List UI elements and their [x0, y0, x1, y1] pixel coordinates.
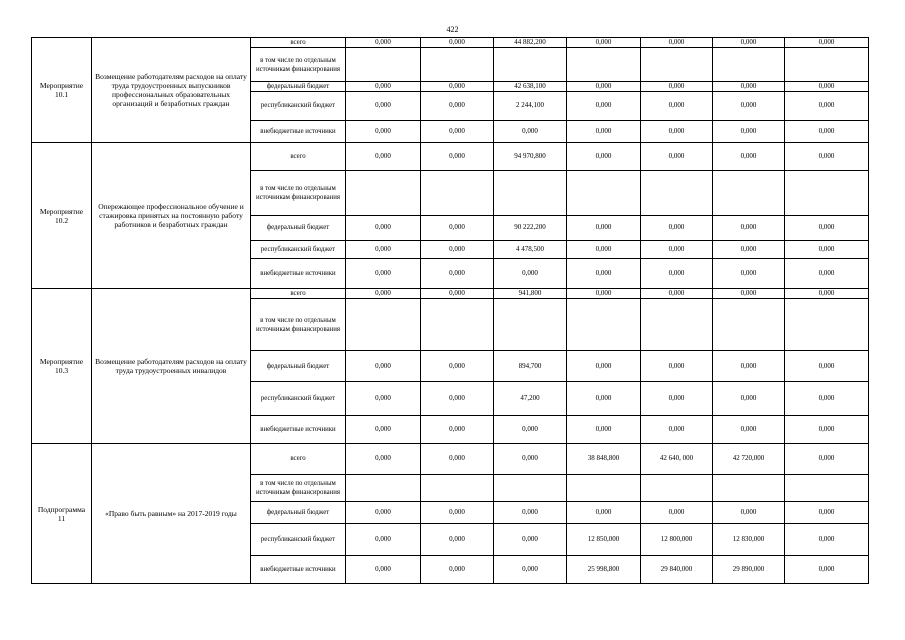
amount-cell	[494, 48, 567, 82]
amount-cell: 0,000	[567, 120, 641, 142]
amount-cell: 0,000	[713, 351, 785, 382]
program-description: Возмещение работодателям расходов на оплату труда трудоустроенных инвалидов	[92, 288, 251, 443]
amount-cell: 0,000	[567, 215, 641, 241]
amount-cell: 12 800,000	[641, 523, 713, 556]
amount-cell: 0,000	[421, 444, 494, 475]
amount-cell: 0,000	[421, 92, 494, 121]
amount-cell	[641, 170, 713, 215]
amount-cell: 0,000	[346, 215, 421, 241]
funding-source: внебюджетные источники	[251, 259, 346, 289]
funding-source: федеральный бюджет	[251, 351, 346, 382]
amount-cell: 0,000	[641, 502, 713, 523]
funding-source: федеральный бюджет	[251, 81, 346, 91]
amount-cell: 0,000	[713, 81, 785, 91]
amount-cell: 44 882,200	[494, 38, 567, 48]
funding-source: в том числе по отдельным источникам финансирования	[251, 299, 346, 351]
amount-cell: 0,000	[421, 143, 494, 171]
amount-cell: 0,000	[567, 38, 641, 48]
funding-source: внебюджетные источники	[251, 120, 346, 142]
funding-source: всего	[251, 38, 346, 48]
amount-cell	[494, 299, 567, 351]
amount-cell	[713, 299, 785, 351]
amount-cell: 0,000	[785, 444, 869, 475]
amount-cell: 0,000	[785, 288, 869, 298]
amount-cell: 94 970,800	[494, 143, 567, 171]
amount-cell: 0,000	[641, 415, 713, 444]
amount-cell	[785, 474, 869, 502]
amount-cell: 0,000	[785, 415, 869, 444]
amount-cell: 0,000	[785, 81, 869, 91]
table-row	[32, 143, 869, 171]
amount-cell: 0,000	[713, 38, 785, 48]
funding-source: республиканский бюджет	[251, 381, 346, 415]
amount-cell	[567, 170, 641, 215]
amount-cell: 0,000	[567, 81, 641, 91]
amount-cell: 0,000	[641, 143, 713, 171]
amount-cell: 0,000	[567, 241, 641, 259]
table-row	[32, 288, 869, 298]
amount-cell: 0,000	[421, 523, 494, 556]
amount-cell: 0,000	[713, 502, 785, 523]
amount-cell	[346, 474, 421, 502]
amount-cell: 0,000	[346, 351, 421, 382]
amount-cell: 38 848,800	[567, 444, 641, 475]
amount-cell: 0,000	[785, 502, 869, 523]
amount-cell	[641, 474, 713, 502]
amount-cell: 0,000	[785, 215, 869, 241]
amount-cell	[346, 170, 421, 215]
funding-source: всего	[251, 444, 346, 475]
amount-cell: 29 840,000	[641, 556, 713, 584]
amount-cell: 0,000	[713, 241, 785, 259]
funding-source: республиканский бюджет	[251, 92, 346, 121]
program-description: Опережающее профессиональное обучение и стажировка принятых на постоянную работу работников и безработных граждан	[92, 143, 251, 289]
amount-cell	[494, 474, 567, 502]
amount-cell	[785, 299, 869, 351]
amount-cell: 0,000	[713, 259, 785, 289]
amount-cell	[713, 170, 785, 215]
amount-cell: 0,000	[346, 444, 421, 475]
program-title: Подпрограмма 11	[32, 444, 92, 584]
amount-cell: 0,000	[346, 523, 421, 556]
amount-cell: 42 720,000	[713, 444, 785, 475]
amount-cell: 0,000	[494, 120, 567, 142]
amount-cell: 0,000	[494, 523, 567, 556]
amount-cell: 12 830,000	[713, 523, 785, 556]
amount-cell: 2 244,100	[494, 92, 567, 121]
amount-cell: 0,000	[785, 38, 869, 48]
amount-cell: 0,000	[421, 215, 494, 241]
program-description: Возмещение работодателям расходов на оплату труда трудоустроенных выпускников профессиональных образовательных организаций и безработных граждан	[92, 38, 251, 143]
amount-cell: 0,000	[346, 38, 421, 48]
amount-cell: 0,000	[421, 381, 494, 415]
amount-cell: 941,800	[494, 288, 567, 298]
amount-cell	[785, 48, 869, 82]
amount-cell: 25 998,800	[567, 556, 641, 584]
amount-cell: 0,000	[421, 120, 494, 142]
funding-source: всего	[251, 288, 346, 298]
amount-cell: 0,000	[785, 556, 869, 584]
amount-cell: 0,000	[641, 81, 713, 91]
funding-source: в том числе по отдельным источникам финансирования	[251, 48, 346, 82]
amount-cell: 0,000	[641, 120, 713, 142]
amount-cell: 0,000	[346, 92, 421, 121]
budget-table-body	[32, 38, 869, 584]
amount-cell: 0,000	[494, 502, 567, 523]
amount-cell: 0,000	[785, 351, 869, 382]
funding-source: федеральный бюджет	[251, 215, 346, 241]
amount-cell: 0,000	[421, 241, 494, 259]
amount-cell: 0,000	[785, 92, 869, 121]
amount-cell: 0,000	[713, 120, 785, 142]
amount-cell	[567, 299, 641, 351]
amount-cell: 0,000	[713, 415, 785, 444]
amount-cell	[494, 170, 567, 215]
amount-cell: 0,000	[567, 143, 641, 171]
amount-cell: 0,000	[567, 415, 641, 444]
amount-cell: 0,000	[346, 143, 421, 171]
amount-cell: 0,000	[641, 351, 713, 382]
page-number: 422	[446, 25, 459, 34]
amount-cell: 0,000	[346, 241, 421, 259]
amount-cell: 0,000	[785, 241, 869, 259]
table-row	[32, 38, 869, 48]
funding-source: республиканский бюджет	[251, 523, 346, 556]
amount-cell: 0,000	[567, 502, 641, 523]
amount-cell	[346, 48, 421, 82]
amount-cell	[421, 170, 494, 215]
funding-source: республиканский бюджет	[251, 241, 346, 259]
amount-cell	[641, 48, 713, 82]
amount-cell: 0,000	[421, 502, 494, 523]
amount-cell	[641, 299, 713, 351]
amount-cell: 29 890,000	[713, 556, 785, 584]
amount-cell: 0,000	[713, 143, 785, 171]
amount-cell: 47,200	[494, 381, 567, 415]
amount-cell: 0,000	[713, 215, 785, 241]
amount-cell: 0,000	[713, 381, 785, 415]
funding-source: в том числе по отдельным источникам финансирования	[251, 170, 346, 215]
amount-cell	[346, 299, 421, 351]
amount-cell: 0,000	[346, 288, 421, 298]
amount-cell	[713, 474, 785, 502]
funding-source: всего	[251, 143, 346, 171]
amount-cell: 0,000	[785, 259, 869, 289]
amount-cell: 0,000	[641, 215, 713, 241]
amount-cell: 4 478,500	[494, 241, 567, 259]
amount-cell: 0,000	[421, 288, 494, 298]
amount-cell	[567, 474, 641, 502]
amount-cell: 90 222,200	[494, 215, 567, 241]
amount-cell: 894,700	[494, 351, 567, 382]
amount-cell: 0,000	[421, 38, 494, 48]
amount-cell: 0,000	[641, 38, 713, 48]
amount-cell: 0,000	[641, 92, 713, 121]
amount-cell: 0,000	[494, 259, 567, 289]
budget-table	[31, 37, 869, 584]
amount-cell	[567, 48, 641, 82]
amount-cell	[421, 299, 494, 351]
amount-cell: 0,000	[346, 120, 421, 142]
program-title: Мероприятие 10.3	[32, 288, 92, 443]
amount-cell: 0,000	[713, 92, 785, 121]
amount-cell	[421, 474, 494, 502]
amount-cell: 0,000	[421, 351, 494, 382]
amount-cell: 0,000	[785, 143, 869, 171]
funding-source: в том числе по отдельным источникам финансирования	[251, 474, 346, 502]
amount-cell: 0,000	[346, 556, 421, 584]
amount-cell	[785, 170, 869, 215]
amount-cell: 0,000	[641, 288, 713, 298]
amount-cell: 0,000	[567, 288, 641, 298]
funding-source: внебюджетные источники	[251, 556, 346, 584]
amount-cell: 12 850,000	[567, 523, 641, 556]
amount-cell: 0,000	[567, 259, 641, 289]
program-description: «Право быть равным» на 2017-2019 годы	[92, 444, 251, 584]
amount-cell: 42 638,100	[494, 81, 567, 91]
amount-cell: 0,000	[713, 288, 785, 298]
amount-cell: 0,000	[641, 381, 713, 415]
amount-cell: 0,000	[421, 259, 494, 289]
amount-cell: 0,000	[567, 351, 641, 382]
amount-cell: 0,000	[494, 415, 567, 444]
amount-cell: 0,000	[421, 556, 494, 584]
amount-cell: 0,000	[346, 81, 421, 91]
amount-cell	[713, 48, 785, 82]
amount-cell: 0,000	[641, 241, 713, 259]
amount-cell: 0,000	[346, 502, 421, 523]
amount-cell: 0,000	[641, 259, 713, 289]
amount-cell: 0,000	[785, 120, 869, 142]
funding-source: федеральный бюджет	[251, 502, 346, 523]
amount-cell: 0,000	[785, 523, 869, 556]
funding-source: внебюджетные источники	[251, 415, 346, 444]
amount-cell: 0,000	[421, 81, 494, 91]
amount-cell: 0,000	[421, 415, 494, 444]
amount-cell: 42 640, 000	[641, 444, 713, 475]
amount-cell: 0,000	[785, 381, 869, 415]
amount-cell: 0,000	[567, 381, 641, 415]
table-row	[32, 444, 869, 475]
amount-cell: 0,000	[346, 381, 421, 415]
amount-cell: 0,000	[567, 92, 641, 121]
amount-cell: 0,000	[346, 259, 421, 289]
program-title: Мероприятие 10.1	[32, 38, 92, 143]
program-title: Мероприятие 10.2	[32, 143, 92, 289]
amount-cell: 0,000	[494, 556, 567, 584]
amount-cell: 0,000	[494, 444, 567, 475]
amount-cell	[421, 48, 494, 82]
amount-cell: 0,000	[346, 415, 421, 444]
